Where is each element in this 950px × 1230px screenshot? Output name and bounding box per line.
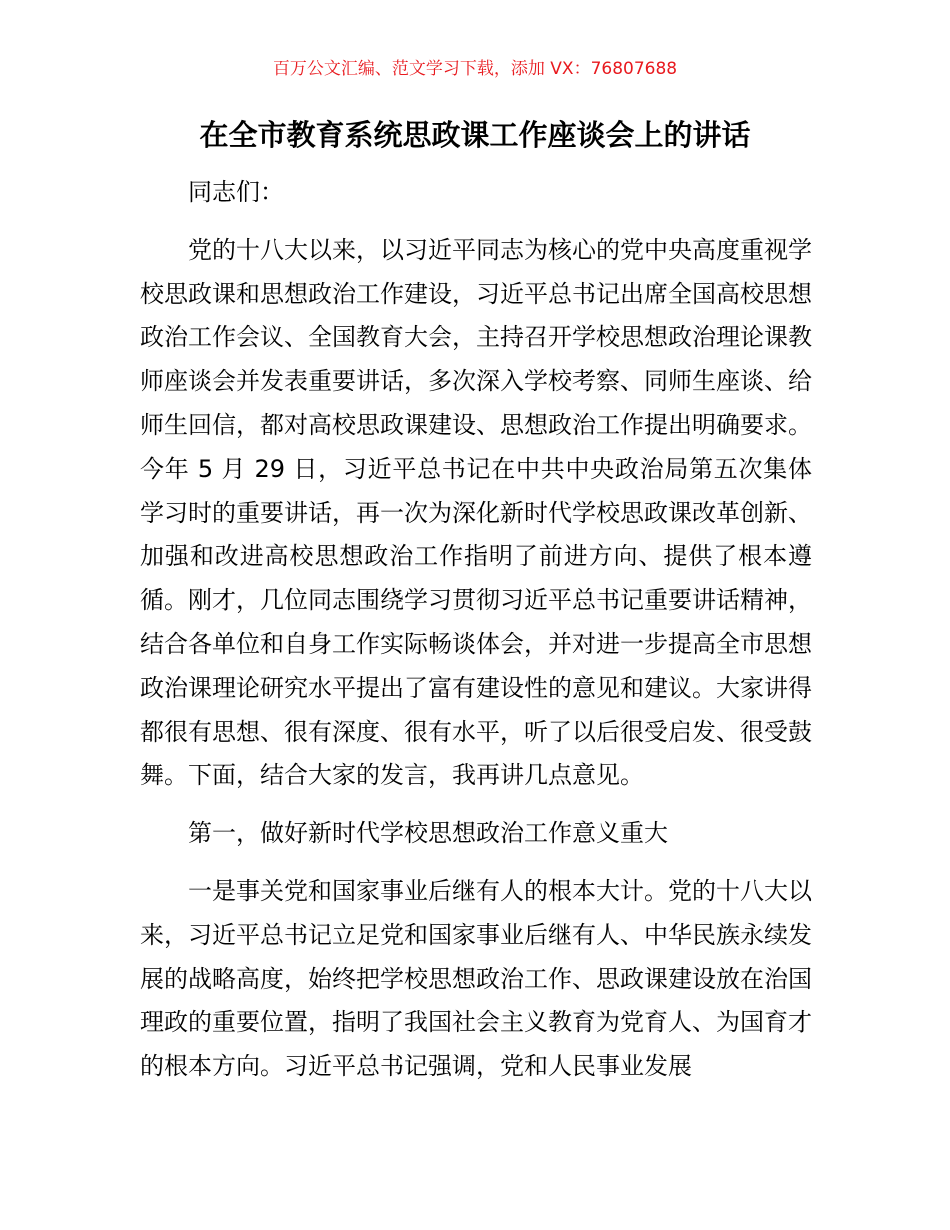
- section-heading: 第一，做好新时代学校思想政治工作意义重大: [188, 819, 668, 848]
- document-title: 在全市教育系统思政课工作座谈会上的讲话: [199, 118, 751, 152]
- section-paragraph: 一是事关党和国家事业后继有人的根本大计。党的十八大以来，习近平总书记立足党和国家事业后继有人、中华民族永续发展的战略高度，始终把学校思想政治工作、思政课建设放在治国理政的重要位置，指明了我国社会主义教育为党育人、为国育才的根本方向。习近平总书记强调，党和人民事业发展: [140, 876, 812, 1081]
- intro-paragraph: 党的十八大以来，以习近平同志为核心的党中央高度重视学校思政课和思想政治工作建设，习近平总书记出席全国高校思想政治工作会议、全国教育大会，主持召开学校思想政治理论课教师座谈会并发表重要讲话，多次深入学校考察、同师生座谈、给师生回信，都对高校思政课建设、思想政治工作提出明确要求。今年 5 月 29 日，习近平总书记在中共中央政治局第五次集体学习时的重要讲话，再一次为深化新时代学校思政课改革创新、加强和改进高校思想政治工作指明了前进方向、提供了根本遵循。刚才，几位同志围绕学习贯彻习近平总书记重要讲话精神，结合各单位和自身工作实际畅谈体会，并对进一步提高全市思想政治课理论研究水平提出了富有建设性的意见和建议。大家讲得都很有思想、很有深度、很有水平，听了以后很受启发、很受鼓舞。下面，结合大家的发言，我再讲几点意见。: [140, 235, 812, 790]
- salutation: 同志们：: [188, 178, 284, 206]
- header-banner: 百万公文汇编、范文学习下载，添加 VX：76807688: [272, 59, 678, 79]
- document-body: [140, 171, 812, 1089]
